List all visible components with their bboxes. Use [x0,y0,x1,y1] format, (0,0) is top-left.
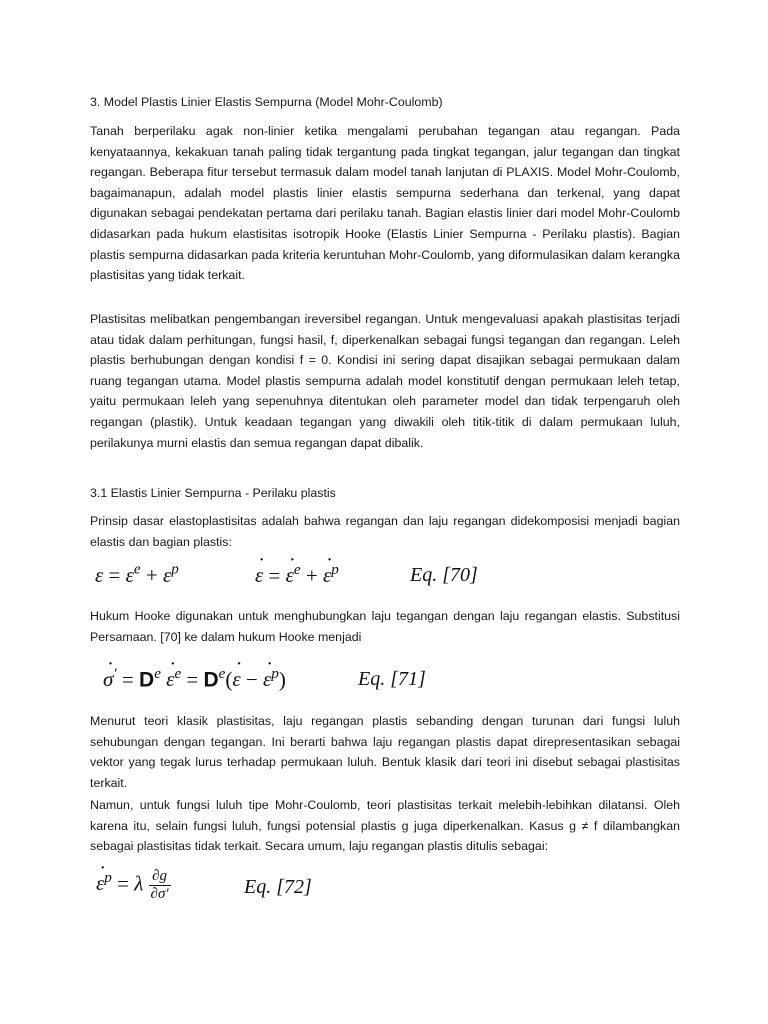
eq70-left-rhs-a: ε [125,563,134,588]
eq71-eps-2: · ε [232,667,240,692]
eq70-left-plus: + [145,563,158,588]
eq70-left-sup-a: e [133,562,141,578]
eq70-left-lhs: ε [95,563,104,588]
section-3-1-paragraph-1: Prinsip dasar elastoplastisitas adalah bahwa regangan dan laju regangan didekomposisi menjadi bagian elastis dan bagian plastis: [90,514,680,549]
eq72-equals: = [117,871,129,896]
eq72-label: Eq. [72] [244,876,312,898]
eq70-right-sup-b: p [331,562,339,578]
section-3-heading: 3. Model Plastis Linier Elastis Sempurna (Model Mohr-Coulomb) [90,95,443,109]
eq71-equals-2: = [186,667,199,692]
eq71-prime: ′ [113,666,117,682]
eq72-lambda: λ [134,871,144,896]
eq70-right-lhs: · ε [255,563,263,588]
eq72-fraction [149,868,171,903]
section-3-1-paragraph-3: Menurut teori klasik plastisitas, laju regangan plastis sebanding dengan turunan dari fungsi luluh sehubungan dengan tegangan. Ini berarti bahwa laju regangan plastis dapat direpresentasikan sebagai vektor yang tegak lurus terhadap permukaan luluh. Bentuk klasik dari teori ini disebut sebagai plastisitas terkait. [90,714,680,790]
eq71-open-paren: ( [225,667,233,692]
eq70-right-rhs-b: · ε [323,563,331,588]
eq71-d-sup-2: e [218,666,226,682]
equation-71 [103,666,463,696]
eq72-eps: · ε [96,871,104,896]
eq70-right-rhs-a: · ε [286,563,294,588]
eq71-minus: − [245,667,258,692]
section-3-1-heading: 3.1 Elastis Linier Sempurna - Perilaku plastis [90,486,336,500]
equation-72 [96,868,396,918]
eq70-left-equals: = [108,563,121,588]
eq71-equals-1: = [121,667,134,692]
eq71-eps-3: · ε [263,667,271,692]
eq71-eps-1: · ε [166,667,174,692]
eq70-left-expression [95,563,179,587]
eq72-numerator: ∂g [149,868,171,886]
eq70-right-expression [255,562,339,588]
eq71-d-2: D [203,668,219,692]
eq70-right-equals: = [268,563,281,588]
eq70-label: Eq. [70] [410,564,478,586]
eq70-left-rhs-b: ε [162,563,172,588]
section-3-1-paragraph-2: Hukum Hooke digunakan untuk menghubungkan laju tegangan dengan laju regangan elastis. Substitusi Persamaan. [70] ke dalam hukum Hooke menjadi [90,609,680,644]
eq71-close-paren: ) [278,667,286,692]
section-3-paragraph-1: Tanah berperilaku agak non-linier ketika mengalami perubahan tegangan atau regangan. Pada kenyataannya, kekakuan tanah paling tidak tergantung pada tingkat tegangan, jalur tegangan dan tingkat regangan. Beberapa fitur tersebut termasuk dalam model tanah lanjutan di PLAXIS. Model Mohr-Coulomb, bagaimanapun, adalah model plastis linier elastis sempurna sederhana dan terkenal, yang dapat digunakan sebagai pendekatan pertama dari perilaku tanah. Bagian elastis linier dari model Mohr-Coulomb didasarkan pada hukum elastisitas isotropik Hooke (Elastis Linier Sempurna - Perilaku plastis). Bagian plastis sempurna didasarkan pada kriteria keruntuhan Mohr-Coulomb, yang diformulasikan dalam kerangka plastisitas yang tidak terkait. [90,124,680,283]
eq71-label: Eq. [71] [358,668,426,690]
eq71-eps-sup-3: p [271,666,279,682]
section-3-1-paragraph-4: Namun, untuk fungsi luluh tipe Mohr-Coulomb, teori plastisitas terkait melebih-lebihkan dilatansi. Oleh karena itu, selain fungsi luluh, fungsi potensial plastis g juga diperkenalkan. Kasus g ≠ f dilambangkan sebagai plastisitas tidak terkait. Secara umum, laju regangan plastis ditulis sebagai: [90,798,680,854]
eq71-d-1: D [139,668,155,692]
eq70-right-sup-a: e [293,562,301,578]
eq71-sigma: · σ [103,667,113,692]
eq71-eps-sup-1: e [174,666,182,682]
section-3-paragraph-2: Plastisitas melibatkan pengembangan ireversibel regangan. Untuk mengevaluasi apakah plastisitas terjadi atau tidak dalam perhitungan, fungsi hasil, f, diperkenalkan sebagai fungsi tegangan dan regangan. Leleh plastis berhubungan dengan kondisi f = 0. Kondisi ini sering dapat disajikan sebagai permukaan dalam ruang tegangan utama. Model plastis sempurna adalah model konstitutif dengan permukaan leleh tetap, yaitu permukaan leleh yang sepenuhnya ditentukan oleh parameter model dan tidak terpengaruh oleh regangan (plastik). Untuk keadaan tegangan yang diwakili oleh titik-titik di dalam permukaan luluh, perilakunya murni elastis dan semua regangan dapat dibalik. [90,312,680,450]
eq72-denominator: ∂σ′ [150,886,169,902]
eq71-d-sup-1: e [154,666,161,682]
equation-70 [95,562,515,592]
eq70-right-plus: + [305,563,318,588]
eq72-eps-sup: p [104,870,112,886]
eq70-left-sup-b: p [171,562,179,578]
